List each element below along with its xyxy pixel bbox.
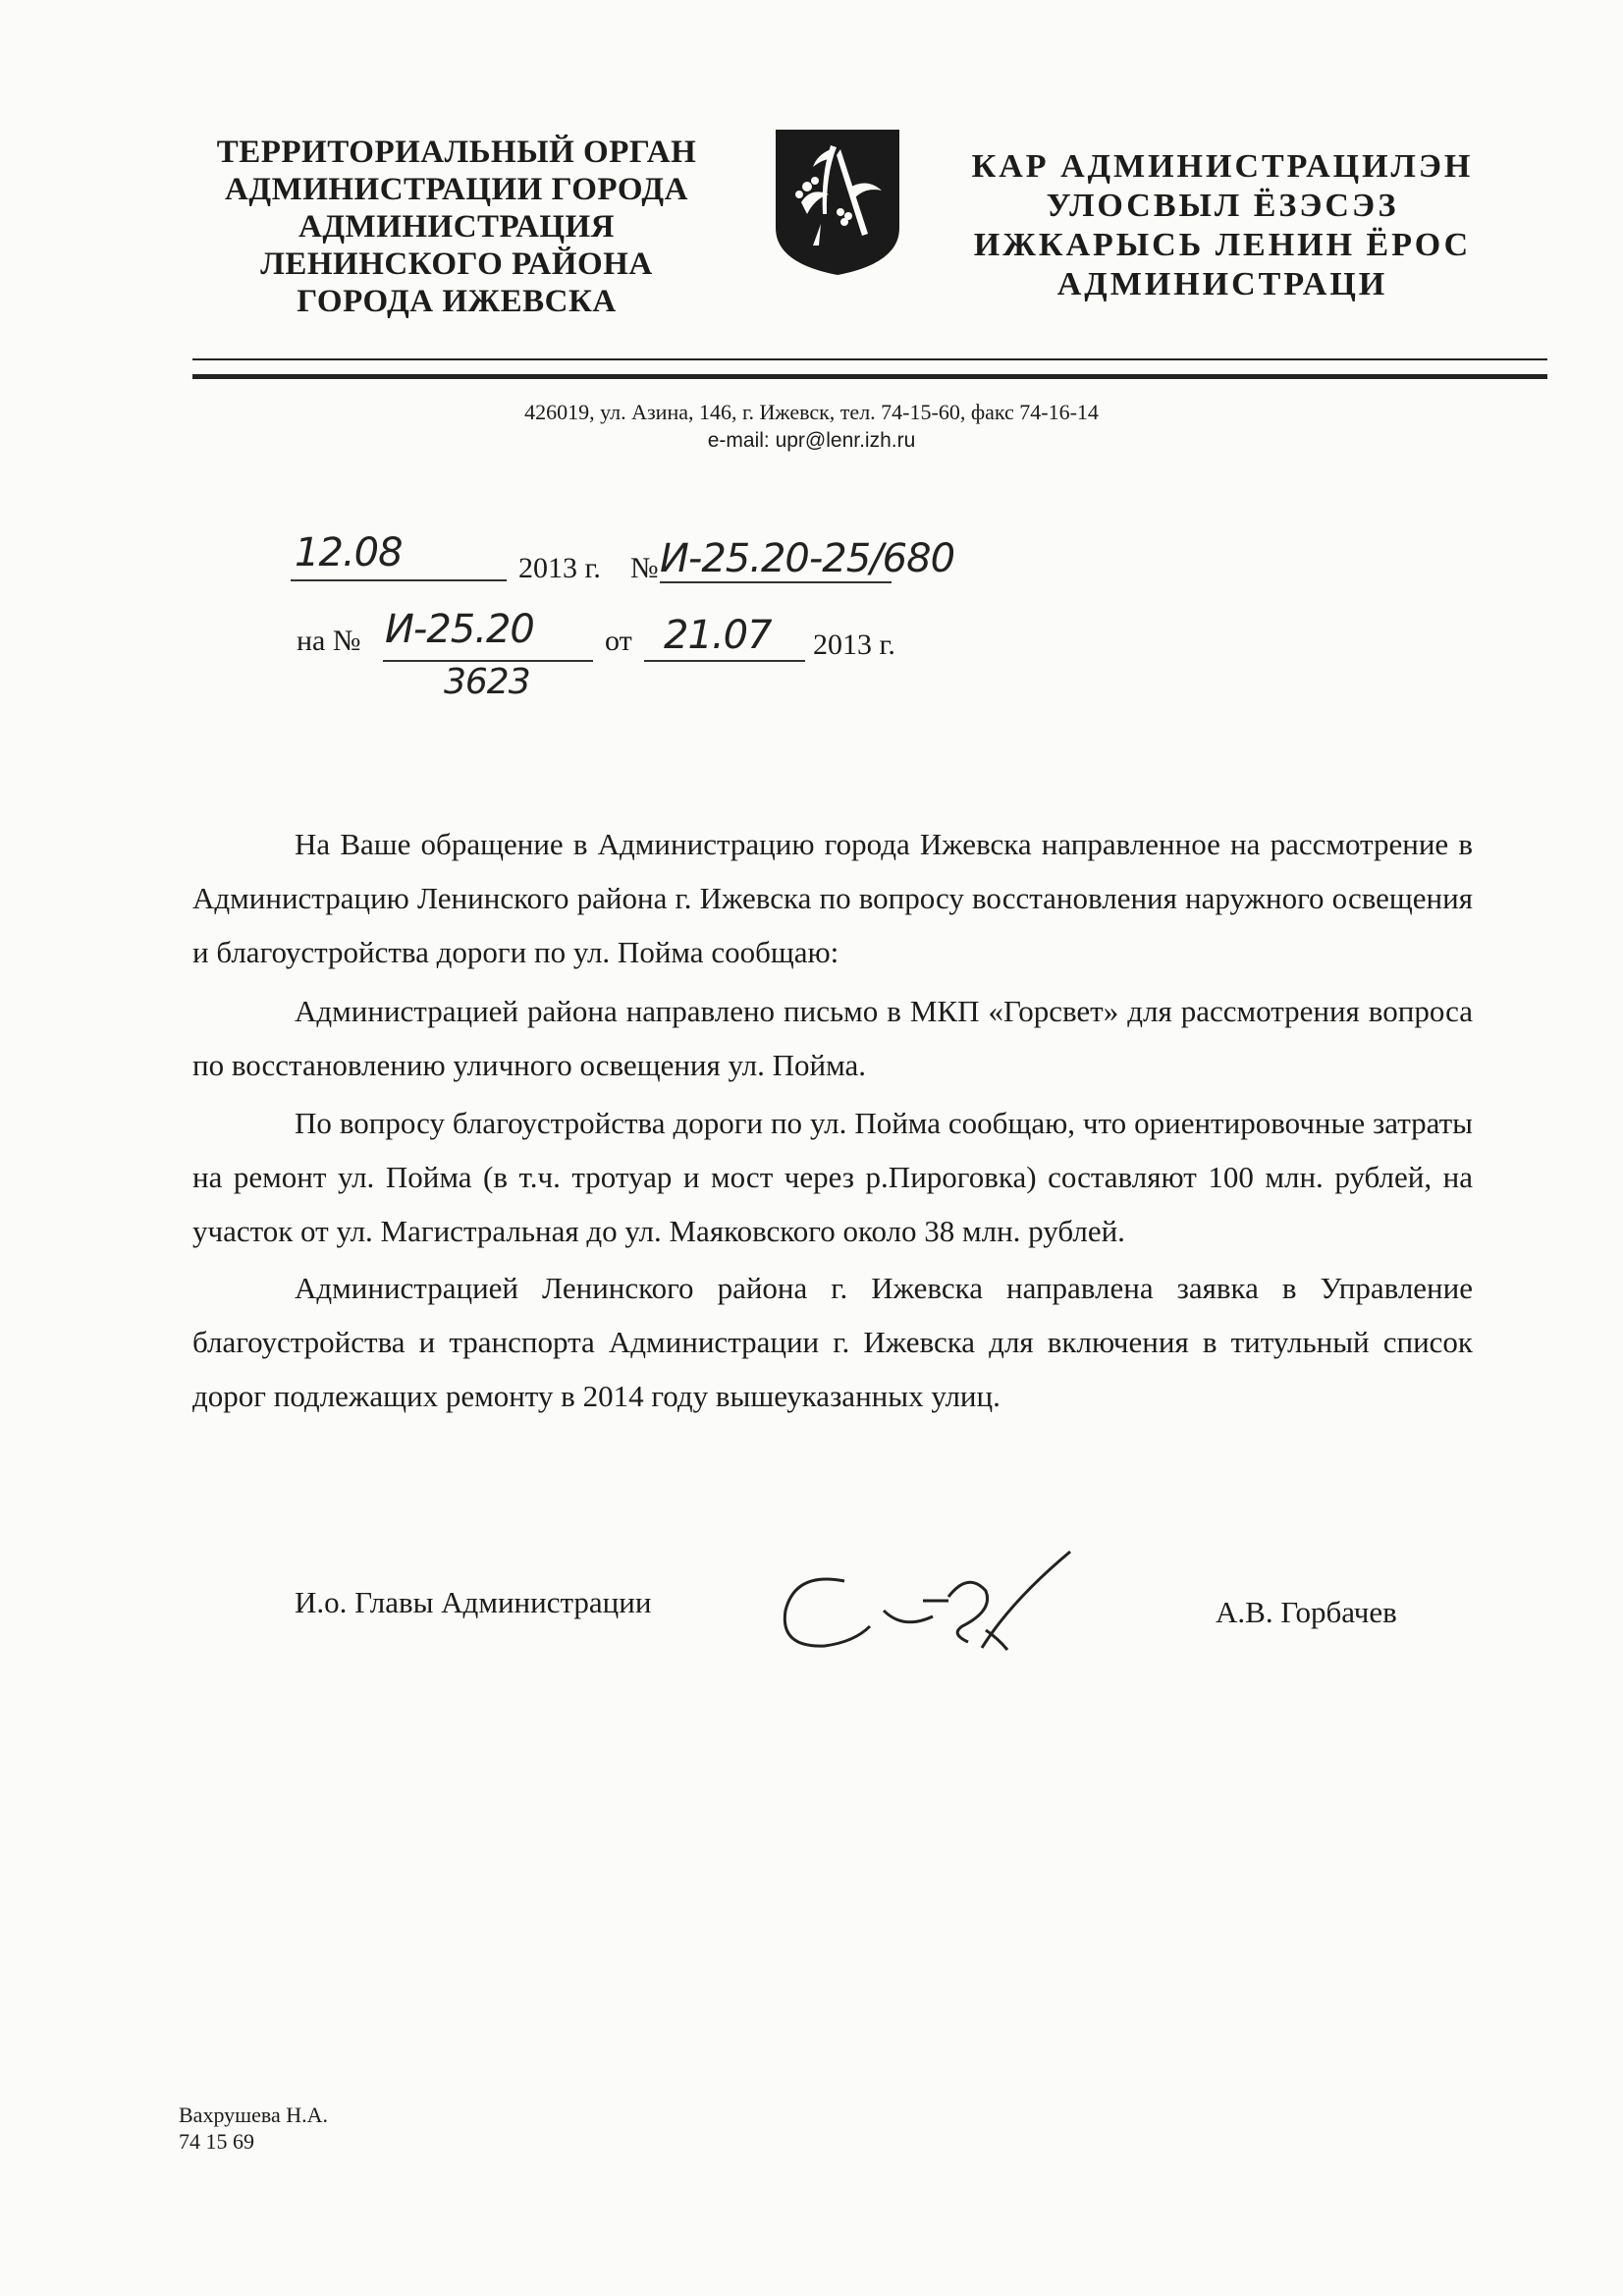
number-underline bbox=[660, 581, 892, 583]
letterhead-contacts bbox=[0, 398, 1623, 455]
executor-phone: 74 15 69 bbox=[179, 2129, 254, 2154]
letterhead-right-line: ИЖКАРЫСЬ ЛЕНИН ЁРОС bbox=[973, 227, 1472, 263]
reply-number-second: 3623 bbox=[444, 662, 530, 702]
handwritten-signature bbox=[776, 1532, 1100, 1689]
reply-from-label: от bbox=[605, 625, 632, 657]
letterhead-right-line: УЛОСВЫЛ ЁЗЭСЭЗ bbox=[1046, 188, 1399, 224]
letterhead-left-line: АДМИНИСТРАЦИЯ bbox=[298, 209, 615, 245]
outgoing-date: 12.08 bbox=[295, 530, 403, 575]
letterhead-left-line: АДМИНИСТРАЦИИ ГОРОДА bbox=[225, 172, 688, 207]
city-coat-of-arms-icon bbox=[772, 126, 903, 277]
signatory-name: А.В. Горбачев bbox=[1216, 1595, 1397, 1629]
reply-date: 21.07 bbox=[664, 613, 772, 658]
letterhead-left bbox=[147, 134, 766, 320]
letterhead-left-line: ТЕРРИТОРИАЛЬНЫЙ ОРГАН bbox=[216, 135, 697, 170]
executor-info bbox=[179, 2102, 328, 2155]
signatory-title: И.о. Главы Администрации bbox=[295, 1585, 652, 1619]
body-paragraph: По вопросу благоустройства дороги по ул. Пойма сообщаю, что ориентировочные затраты на ремонт ул. Пойма (в т.ч. тротуар и мост через р.Пироговка) составляют 100 млн. рублей, на участок от ул. Магистральная до ул. Маяковского около 38 млн. рублей. bbox=[192, 1106, 1473, 1248]
executor-name: Вахрушева Н.А. bbox=[179, 2103, 328, 2127]
letterhead-divider-thick bbox=[192, 374, 1547, 379]
email-line: e-mail: upr@lenr.izh.ru bbox=[707, 429, 916, 452]
letterhead-right bbox=[957, 147, 1488, 304]
body-paragraph: На Ваше обращение в Администрацию города Ижевска направленное на рассмотрение в Администрацию Ленинского района г. Ижевска по вопросу восстановления наружного освещения и благоустройства дороги по ул. Пойма сообщаю: bbox=[192, 827, 1473, 969]
outgoing-number: И-25.20-25/680 bbox=[660, 536, 955, 581]
outgoing-number-label: № bbox=[630, 552, 659, 584]
address-line: 426019, ул. Азина, 146, г. Ижевск, тел. 74-15-60, факс 74-16-14 bbox=[524, 400, 1099, 424]
letterhead-right-line: КАР АДМИНИСТРАЦИЛЭН bbox=[971, 148, 1474, 185]
outgoing-year: 2013 г. bbox=[518, 552, 601, 584]
reply-number: И-25.20 bbox=[385, 607, 534, 652]
reply-prefix: на № bbox=[297, 625, 361, 657]
letterhead-left-line: ГОРОДА ИЖЕВСКА bbox=[297, 284, 617, 319]
reply-year: 2013 г. bbox=[813, 629, 895, 661]
body-paragraph: Администрацией района направлено письмо в МКП «Горсвет» для рассмотрения вопроса по восстановлению уличного освещения ул. Пойма. bbox=[192, 994, 1473, 1082]
letterhead-divider-thin bbox=[192, 358, 1547, 360]
reply-date-underline bbox=[644, 660, 805, 662]
letterhead-left-line: ЛЕНИНСКОГО РАЙОНА bbox=[260, 246, 653, 282]
letterhead-right-line: АДМИНИСТРАЦИ bbox=[1056, 266, 1388, 302]
body-paragraph: Администрацией Ленинского района г. Ижевска направлена заявка в Управление благоустройства и транспорта Администрации г. Ижевска для включения в титульный список дорог подлежащих ремонту в 2014 году вышеуказанных улиц. bbox=[192, 1271, 1473, 1413]
date-underline bbox=[291, 579, 507, 581]
